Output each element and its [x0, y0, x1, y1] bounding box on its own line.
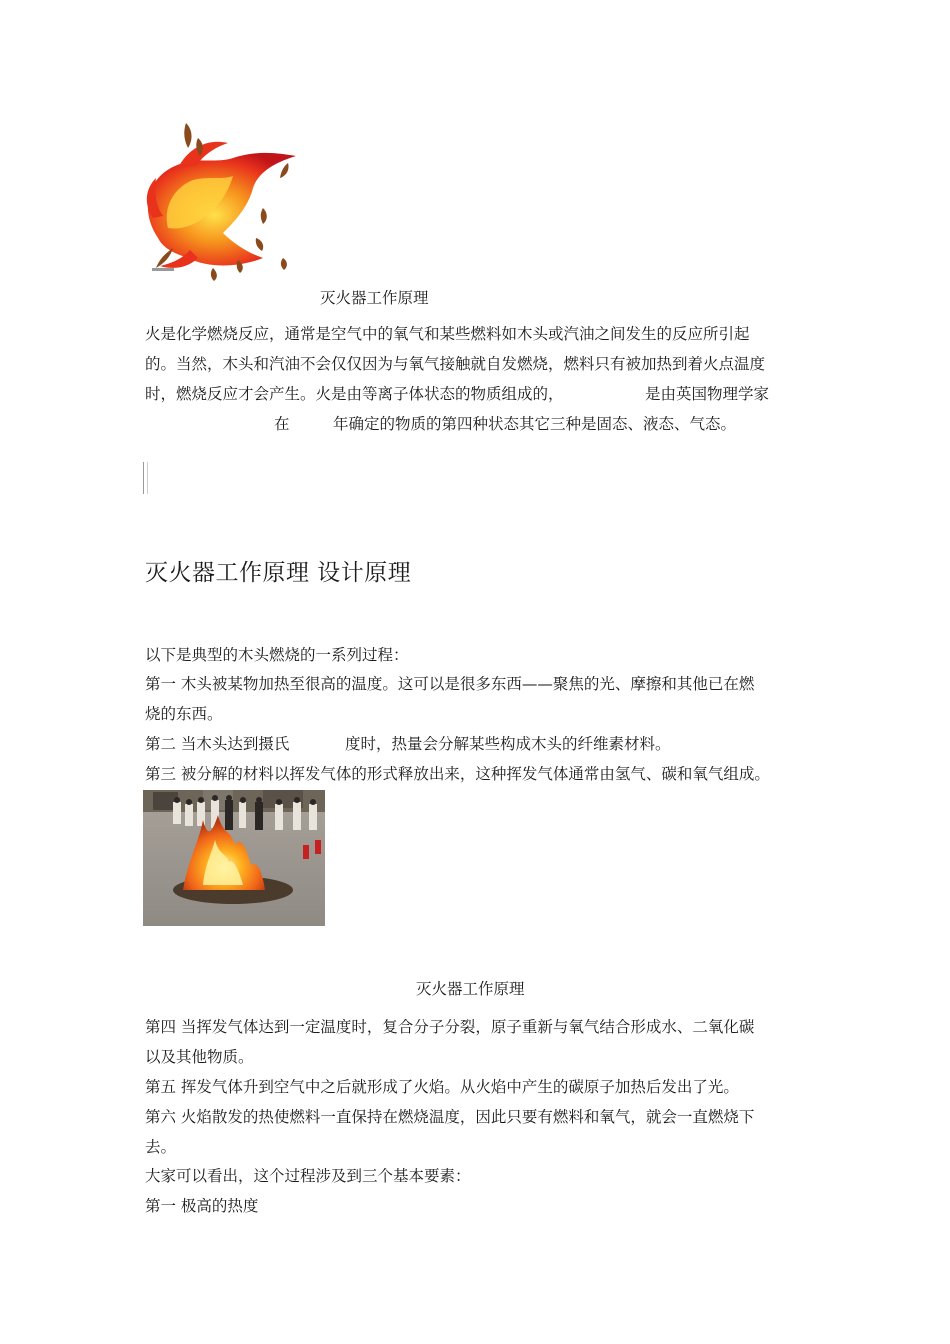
- process-step-4b: 以及其他物质。: [145, 1048, 254, 1066]
- summary-line: 大家可以看出，这个过程涉及到三个基本要素：: [145, 1167, 471, 1185]
- flame-logo-image: [138, 118, 303, 283]
- process-step-5: 第五 挥发气体升到空气中之后就形成了火焰。从火焰中产生的碳原子加热后发出了光。: [145, 1078, 739, 1096]
- process-lead: 以下是典型的木头燃烧的一系列过程：: [145, 646, 409, 664]
- process-step-2a: 第二 当木头达到摄氏: [145, 735, 290, 753]
- intro-line-4-b: 年确定的物质的第四种状态其它三种是固态、液态、气态。: [333, 415, 737, 433]
- process-step-6b: 去。: [145, 1138, 177, 1156]
- fire-drill-photo: [143, 790, 325, 926]
- process-step-6a: 第六 火焰散发的热使燃料一直保持在燃烧温度，因此只要有燃料和氧气，就会一直燃烧下: [145, 1108, 755, 1126]
- process-step-3: 第三 被分解的材料以挥发气体的形式释放出来，这种挥发气体通常由氢气、碳和氧气组成。: [145, 765, 770, 783]
- element-1: 第一 极高的热度: [145, 1197, 259, 1215]
- process-step-1a: 第一 木头被某物加热至很高的温度。这可以是很多东西——聚焦的光、摩擦和其他已在燃: [145, 675, 755, 693]
- intro-line-1: 火是化学燃烧反应，通常是空气中的氧气和某些燃料如木头或汽油之间发生的反应所引起: [145, 325, 750, 343]
- figure-caption-1: 灭火器工作原理: [320, 289, 429, 307]
- process-step-4a: 第四 当挥发气体达到一定温度时，复合分子分裂，原子重新与氧气结合形成水、二氧化碳: [145, 1018, 755, 1036]
- text-cursor-mark: [143, 462, 148, 494]
- process-step-1b: 烧的东西。: [145, 705, 223, 723]
- intro-line-3: 时，燃烧反应才会产生。火是由等离子体状态的物质组成的，: [145, 385, 564, 403]
- intro-line-3-b: 是由英国物理学家: [645, 385, 770, 403]
- intro-line-2: 的。当然，木头和汽油不会仅仅因为与氧气接触就自发燃烧，燃料只有被加热到着火点温度: [145, 355, 766, 373]
- section-heading: 灭火器工作原理 设计原理: [145, 560, 412, 586]
- intro-line-4-a: 在: [274, 415, 290, 433]
- figure-caption-2: 灭火器工作原理: [416, 980, 525, 998]
- process-step-2b: 度时，热量会分解某些构成木头的纤维素材料。: [345, 735, 671, 753]
